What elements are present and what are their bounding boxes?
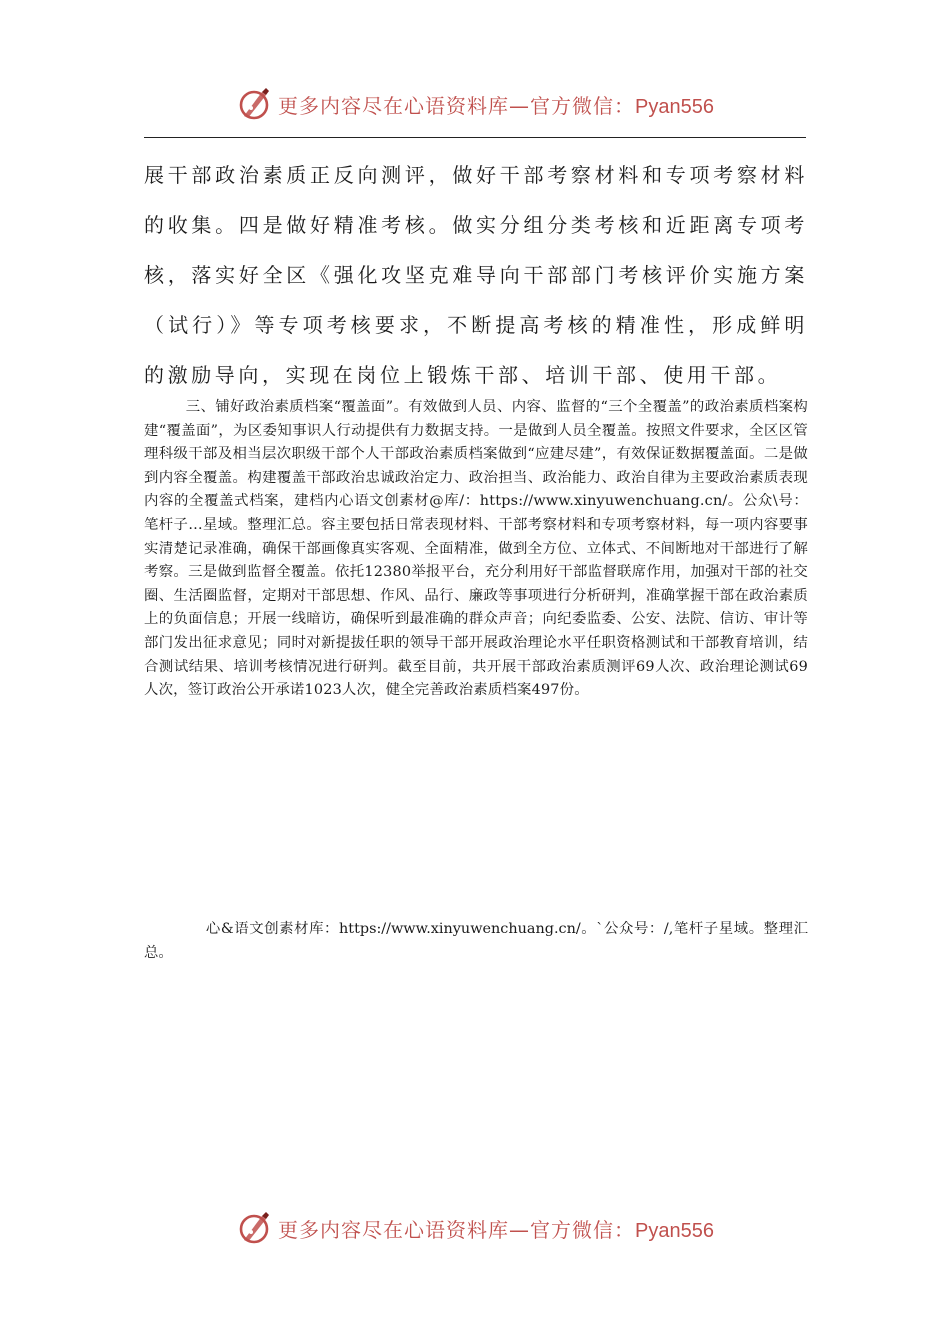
source-note-block bbox=[144, 918, 808, 965]
footer-brand-text bbox=[278, 1214, 714, 1243]
pen-logo-icon bbox=[236, 1210, 272, 1246]
header-divider bbox=[144, 137, 806, 138]
footer-brand-handle: Pyan556 bbox=[635, 1219, 714, 1242]
pen-logo-icon bbox=[236, 86, 272, 122]
lead-paragraph: 展干部政治素质正反向测评，做好干部考察材料和专项考察材料的收集。四是做好精准考核。做实分组分类考核和近距离专项考核，落实好全区《强化攻坚克难导向干部部门考核评价实施方案（试行）》等专项考核要求，不断提高考核的精准性，形成鲜明的激励导向，实现在岗位上锻炼干部、培训干部、使用干部。 bbox=[144, 163, 808, 387]
header-brand bbox=[0, 84, 950, 124]
header-brand-handle: Pyan556 bbox=[635, 95, 714, 118]
source-note: 心&语文创素材库：https://www.xinyuwenchuang.cn/。`公众号：/,笔杆子星域。整理汇总。 bbox=[144, 921, 808, 961]
body-paragraph-block bbox=[144, 396, 808, 703]
header-brand-text bbox=[278, 90, 714, 119]
header-brand-label: 更多内容尽在心语资料库—官方微信： bbox=[278, 93, 636, 118]
footer-brand bbox=[0, 1208, 950, 1248]
footer-brand-label: 更多内容尽在心语资料库—官方微信： bbox=[278, 1217, 636, 1242]
lead-paragraph-block bbox=[144, 150, 808, 400]
body-paragraph: 三、铺好政治素质档案“覆盖面”。有效做到人员、内容、监督的“三个全覆盖”的政治素质档案构建“覆盖面”，为区委知事识人行动提供有力数据支持。一是做到人员全覆盖。按照文件要求，全区区管理科级干部及相当层次职级干部个人干部政治素质档案做到“应建尽建”，有效保证数据覆盖面。二是做到内容全覆盖。构建覆盖干部政治忠诚政治定力、政治担当、政治能力、政治自律为主要政治素质表现内容的全覆盖式档案，建档内心语文创素材@库/：https://www.xinyuwenchuang.cn/。公众\号：笔杆子…星域。整理汇总。容主要包括日常表现材料、干部考察材料和专项考察材料，每一项内容要事实清楚记录准确，确保干部画像真实客观、全面精准，做到全方位、立体式、不间断地对干部进行了解考察。三是做到监督全覆盖。依托12380举报平台，充分利用好干部监督联席作用，加强对干部的社交圈、生活圈监督，定期对干部思想、作风、品行、廉政等事项进行分析研判，准确掌握干部在政治素质上的负面信息；开展一线暗访，确保听到最准确的群众声音；向纪委监委、公安、法院、信访、审计等部门发出征求意见；同时对新提拔任职的领导干部开展政治理论水平任职资格测试和干部教育培训，结合测试结果、培训考核情况进行研判。截至目前，共开展干部政治素质测评69人次、政治理论测试69人次，签订政治公开承诺1023人次，健全完善政治素质档案497份。 bbox=[144, 399, 808, 699]
